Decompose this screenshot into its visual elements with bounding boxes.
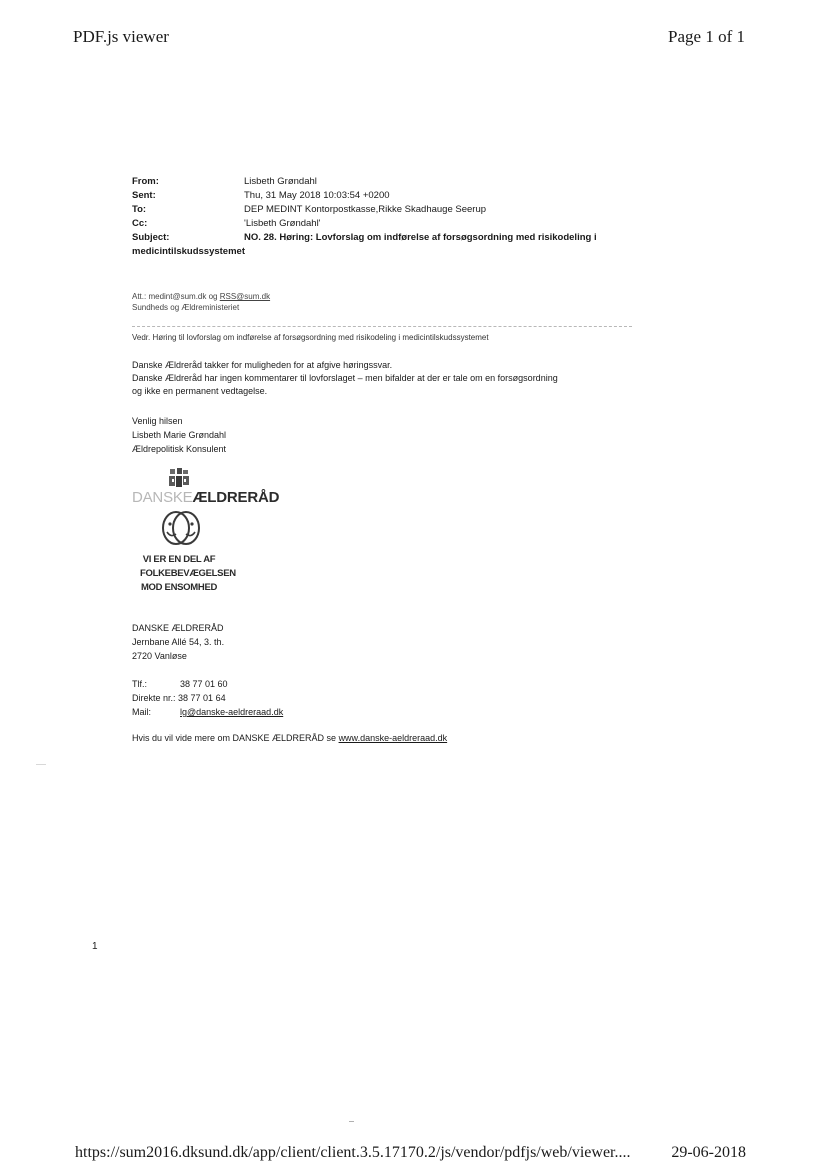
phone-row <box>132 677 283 691</box>
sent-label: Sent: <box>132 190 156 201</box>
website-link[interactable]: www.danske-aeldreraad.dk <box>338 733 448 743</box>
direct-value: 38 77 01 64 <box>178 693 226 703</box>
viewer-title: PDF.js viewer <box>73 27 169 46</box>
mail-link[interactable]: lg@danske-aeldreraad.dk <box>180 707 284 717</box>
scan-speck <box>349 1121 354 1122</box>
mail-row <box>132 705 283 719</box>
direct-label: Direkte nr.: <box>132 693 176 703</box>
logo-word-aeldreraad: ÆLDRERÅD <box>192 489 280 506</box>
logo-slogan <box>140 553 236 595</box>
logo-wordmark <box>132 489 279 506</box>
body-line-3: og ikke en permanent vedtagelse. <box>132 386 268 396</box>
direct-row <box>132 691 283 705</box>
email-header <box>132 175 652 259</box>
page-number: 1 <box>92 941 98 952</box>
more-info-line <box>132 733 447 743</box>
attention-block <box>132 291 270 313</box>
subject-label: Subject: <box>132 232 170 243</box>
from-label: From: <box>132 176 159 187</box>
attention-line <box>132 291 270 302</box>
org-name: DANSKE ÆLDRERÅD <box>132 623 224 633</box>
street: Jernbane Allé 54, 3. th. <box>132 637 225 647</box>
cc-value: 'Lisbeth Grøndahl' <box>244 218 321 229</box>
contact-block <box>132 677 283 719</box>
faces-icon <box>154 508 208 548</box>
logo-figures-icon <box>168 468 190 488</box>
signature <box>132 414 226 456</box>
signer-name: Lisbeth Marie Grøndahl <box>132 430 227 440</box>
from-row <box>132 175 652 189</box>
logo-word-danske: DANSKE <box>132 489 193 506</box>
body-line-2: Danske Ældreråd har ingen kommentarer til lovforslaget – men bifalder at der er tale om en forsøgsordning <box>132 373 558 383</box>
sent-row <box>132 189 652 203</box>
scan-speck <box>36 764 46 765</box>
page-indicator: Page 1 of 1 <box>668 27 745 46</box>
attention-prefix: Att.: medint@sum.dk og <box>132 292 220 301</box>
mail-label: Mail: <box>132 707 152 717</box>
ministry-name: Sundheds og Ældreministeriet <box>132 303 240 312</box>
city: 2720 Vanløse <box>132 651 187 661</box>
sent-value: Thu, 31 May 2018 10:03:54 +0200 <box>244 190 390 201</box>
footer-url: https://sum2016.dksund.dk/app/client/client.3.5.17170.2/js/vendor/pdfjs/web/viewer.... <box>75 1144 631 1161</box>
message-body <box>132 359 652 398</box>
slogan-line-3: MOD ENSOMHED <box>140 582 218 593</box>
subject-row <box>132 231 652 245</box>
subject-continuation: medicintilskudssystemet <box>132 246 245 257</box>
slogan-line-1: VI ER EN DEL AF <box>142 554 216 565</box>
phone-label: Tlf.: <box>132 679 147 689</box>
footer-date: 29-06-2018 <box>671 1144 746 1161</box>
slogan-line-2: FOLKEBEVÆGELSEN <box>140 568 236 579</box>
body-line-1: Danske Ældreråd takker for muligheden for at afgive høringssvar. <box>132 360 393 370</box>
subject-value: NO. 28. Høring: Lovforslag om indførelse af forsøgsordning med risikodeling i <box>244 232 597 243</box>
to-value: DEP MEDINT Kontorpostkasse,Rikke Skadhauge Seerup <box>244 204 487 215</box>
more-info-text: Hvis du vil vide mere om DANSKE ÆLDRERÅD se <box>132 733 339 743</box>
cc-label: Cc: <box>132 218 148 229</box>
rss-email-link[interactable]: RSS@sum.dk <box>219 292 271 301</box>
regarding-line: Vedr. Høring til lovforslag om indførelse af forsøgsordning med risikodeling i medicintilskudssystemet <box>132 333 489 342</box>
greeting: Venlig hilsen <box>132 416 183 426</box>
divider <box>132 326 632 327</box>
to-row <box>132 203 652 217</box>
signer-title: Ældrepolitisk Konsulent <box>132 444 227 454</box>
from-value: Lisbeth Grøndahl <box>244 176 317 187</box>
address-block <box>132 621 224 663</box>
to-label: To: <box>132 204 147 215</box>
cc-row <box>132 217 652 231</box>
phone-value: 38 77 01 60 <box>180 679 228 689</box>
